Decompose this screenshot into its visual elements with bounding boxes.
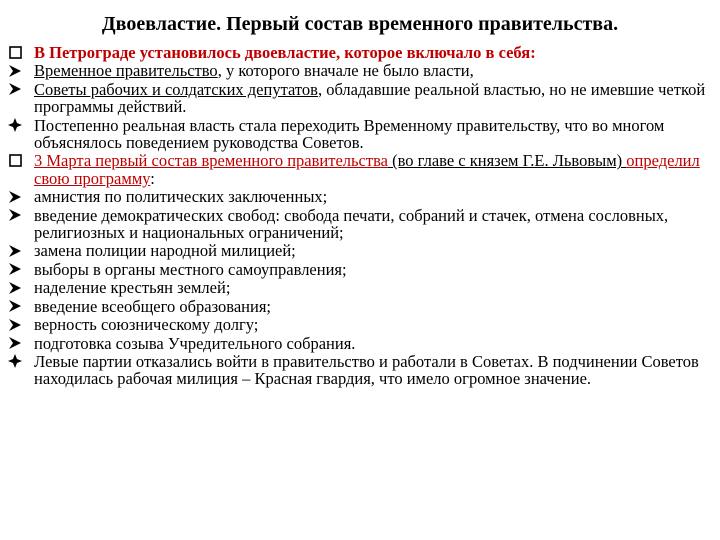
- text-run: определил свою программу: [34, 151, 700, 188]
- list-item: [2, 44, 714, 61]
- text-run: амнистия по политических заключенных;: [34, 187, 328, 207]
- list-item-text: [34, 188, 714, 205]
- text-run: подготовка созыва Учредительного собрания.: [34, 333, 356, 353]
- text-run: 3 Марта первый: [34, 151, 152, 171]
- list-item-text: [34, 279, 714, 296]
- list-item-text: [34, 261, 714, 278]
- slide-title: Двоевластие. Первый состав временного правительства.: [101, 13, 619, 35]
- list-item-text: [34, 81, 714, 116]
- text-run: состав временного правительства: [151, 151, 388, 171]
- list-item: [2, 117, 714, 152]
- list-item: [2, 242, 714, 259]
- square-bullet-icon: [4, 152, 26, 169]
- arrow-bullet-icon: [4, 81, 26, 98]
- list-item-text: [34, 242, 714, 259]
- text-run: Левые партии отказались войти в правительство и работали в Советах. В подчинении Советов находилась рабочая милиция – Красная гвардия, что имело огромное значение.: [34, 351, 699, 389]
- text-run: введение демократических свобод: свобода печати, собраний и стачек, отмена сословных, религиозных и национальных ограничений;: [34, 205, 669, 243]
- list-item-text: [34, 298, 714, 315]
- list-item: [2, 298, 714, 315]
- list-item: [2, 62, 714, 79]
- list-item: [2, 188, 714, 205]
- diamond-bullet-icon: [4, 353, 26, 370]
- list-item-text: [34, 335, 714, 352]
- text-run: Временное правительство: [34, 61, 218, 81]
- text-run: наделение крестьян землей;: [34, 278, 231, 298]
- arrow-bullet-icon: [4, 207, 26, 224]
- list-item-text: [34, 353, 714, 388]
- text-run: верность союзническому долгу;: [34, 315, 259, 335]
- list-item: [2, 279, 714, 296]
- list-item: [2, 316, 714, 333]
- arrow-bullet-icon: [4, 279, 26, 296]
- text-run: , обладавшие реальной властью, но не имевшие четкой программы действий.: [34, 79, 706, 117]
- list-item: [2, 207, 714, 242]
- list-item: [2, 152, 714, 187]
- arrow-bullet-icon: [4, 335, 26, 352]
- square-bullet-icon: [4, 44, 26, 61]
- text-run: В Петрограде установилось двоевластие, которое включало в себя:: [34, 43, 536, 62]
- arrow-bullet-icon: [4, 298, 26, 315]
- text-run: (во главе с князем Г.Е. Львовым): [387, 151, 627, 171]
- arrow-bullet-icon: [4, 261, 26, 278]
- text-run: введение всеобщего образования;: [34, 296, 271, 316]
- list-item: [2, 353, 714, 388]
- list-item-text: [34, 117, 714, 152]
- arrow-bullet-icon: [4, 316, 26, 333]
- text-run: Советы рабочих и солдатских депутатов: [34, 79, 318, 99]
- text-run: замена полиции народной милицией;: [34, 241, 296, 261]
- arrow-bullet-icon: [4, 62, 26, 79]
- list-item: [2, 335, 714, 352]
- text-run: :: [150, 168, 155, 188]
- text-run: , у которого вначале не было власти,: [217, 61, 474, 81]
- text-run: выборы в органы местного самоуправления;: [34, 259, 347, 279]
- list-item-text: [34, 207, 714, 242]
- list-item-text: [34, 44, 714, 61]
- list-item-text: [34, 62, 714, 79]
- list-item: [2, 261, 714, 278]
- text-run: Постепенно реальная власть стала переходить Временному правительству, что во многом объяснялось поведением руководства Советов.: [34, 115, 665, 153]
- diamond-bullet-icon: [4, 117, 26, 134]
- list-item-text: [34, 152, 714, 187]
- list-item: [2, 81, 714, 116]
- arrow-bullet-icon: [4, 242, 26, 259]
- arrow-bullet-icon: [4, 188, 26, 205]
- list-item-text: [34, 316, 714, 333]
- bullet-list: [2, 44, 714, 388]
